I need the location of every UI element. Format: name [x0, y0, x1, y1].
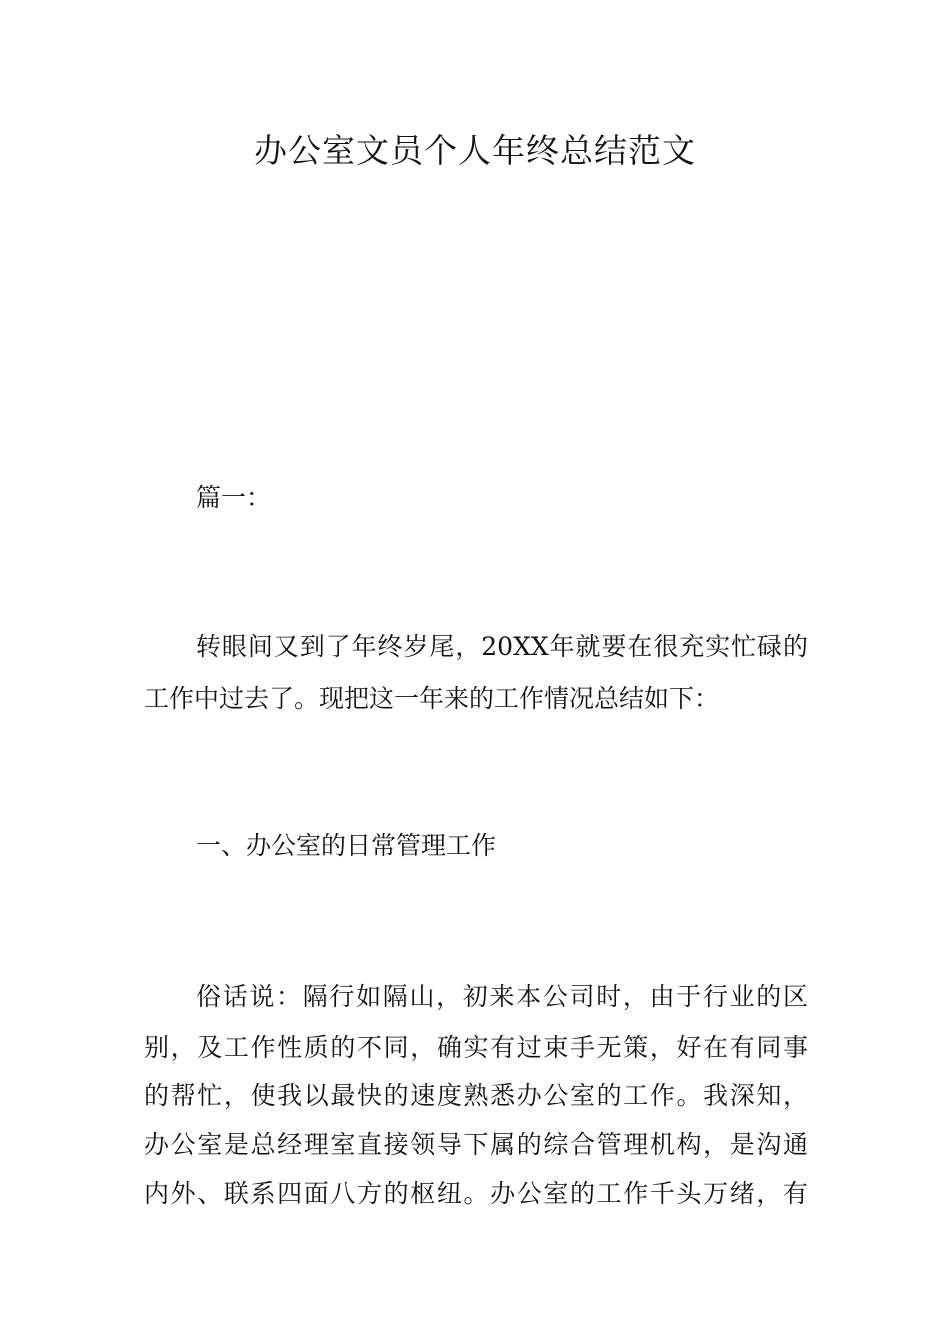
paragraph-line: 别，及工作性质的不同，确实有过束手无策，好在有同事: [144, 1033, 808, 1062]
paragraph-line: 工作中过去了。现把这一年来的工作情况总结如下：: [144, 684, 720, 713]
section-label: 篇一：: [196, 483, 272, 512]
paragraph-line: 内外、联系四面八方的枢纽。办公室的工作千头万绪，有: [144, 1179, 808, 1208]
paragraph-line: 转眼间又到了年终岁尾，20XX年就要在很充实忙碌的: [196, 632, 808, 661]
document-title: 办公室文员个人年终总结范文: [254, 131, 696, 170]
paragraph-line: 的帮忙，使我以最快的速度熟悉办公室的工作。我深知，: [144, 1081, 808, 1110]
paragraph-line: 办公室是总经理室直接领导下属的综合管理机构，是沟通: [144, 1130, 808, 1159]
paragraph-line: 俗话说：隔行如隔山，初来本公司时，由于行业的区: [196, 982, 808, 1011]
section-heading: 一、办公室的日常管理工作: [196, 831, 497, 860]
